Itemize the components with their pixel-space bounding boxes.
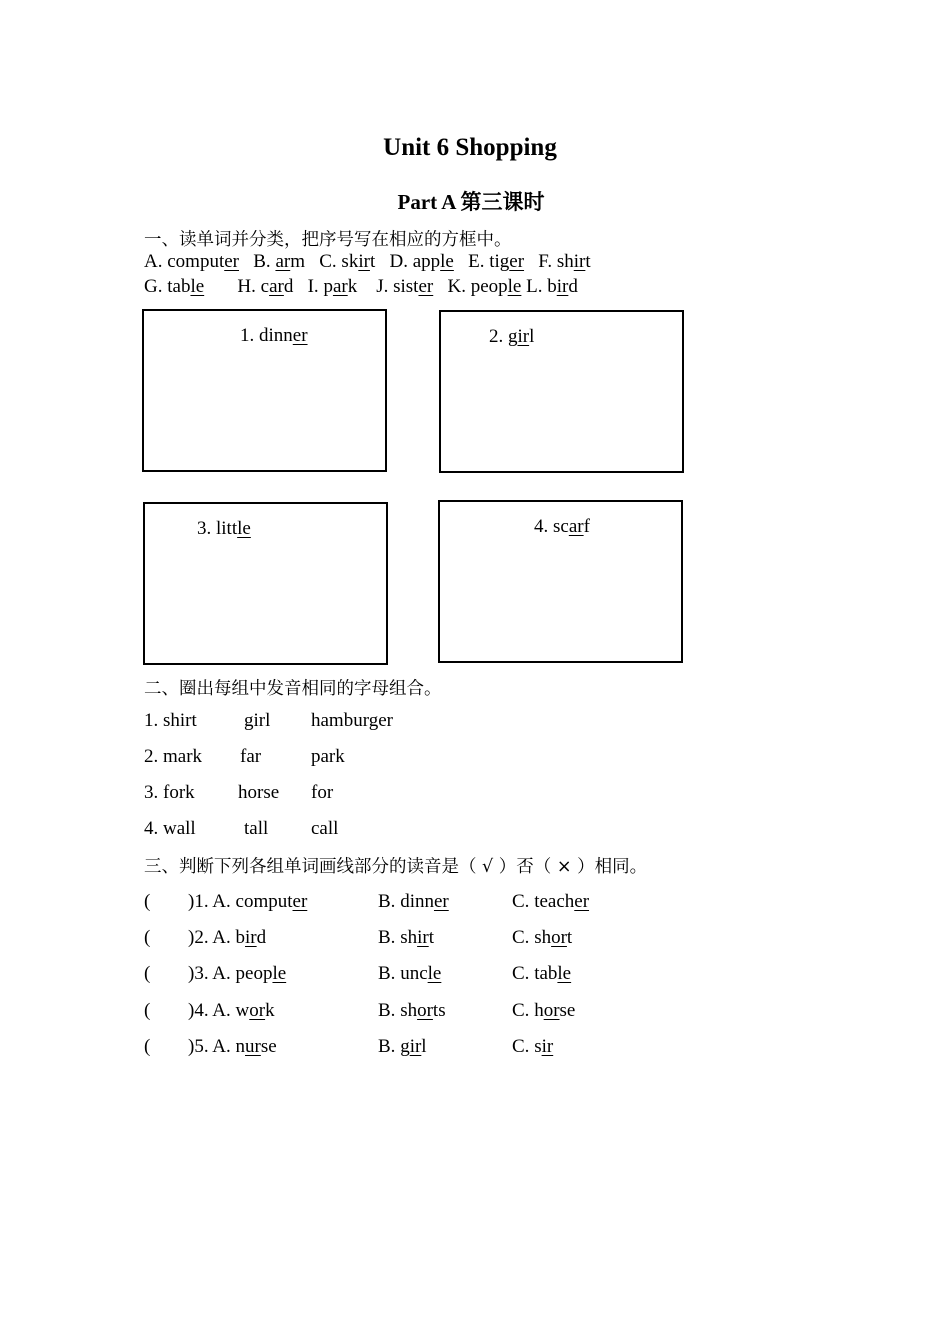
word-option: D. apple — [389, 251, 454, 272]
underlined-letters: le — [507, 276, 522, 297]
category-box-2[interactable] — [439, 310, 684, 473]
word-option: E. tiger — [468, 251, 525, 272]
section3-instruction: 三、判断下列各组单词画线部分的读音是（ √ ）否（ × ）相同。 — [144, 857, 648, 877]
underlined-letters: ir — [358, 251, 370, 272]
word-option-row-1 — [144, 251, 591, 273]
word-option-row-2 — [144, 276, 578, 298]
underlined-letters: er — [224, 251, 239, 272]
underlined-letters: er — [418, 276, 434, 297]
underlined-letters: ir — [573, 251, 586, 272]
word-option: I. park — [307, 276, 358, 297]
word-option: L. bird — [526, 276, 578, 297]
category-box-4[interactable] — [438, 500, 683, 663]
word-option: B. arm — [253, 251, 305, 272]
underlined-letters: ir — [556, 276, 569, 297]
section1-instruction: 一、读单词并分类，把序号写在相应的方框中。 — [144, 230, 512, 250]
answer-blank[interactable]: ( — [144, 963, 151, 984]
word-option: G. table — [144, 276, 205, 297]
word-option: H. card — [237, 276, 294, 297]
underlined-letters: le — [440, 251, 454, 272]
box-label: 2. girl — [489, 326, 535, 347]
category-box-1[interactable] — [142, 309, 387, 472]
answer-blank[interactable]: ( — [144, 1036, 151, 1057]
word-option: K. people — [447, 276, 522, 297]
underlined-letters: ar — [269, 276, 284, 297]
answer-blank[interactable]: ( — [144, 1000, 151, 1021]
word-option: F. shirt — [538, 251, 591, 272]
answer-blank[interactable]: ( — [144, 891, 151, 912]
underlined-letters: le — [190, 276, 205, 297]
box-label: 3. little — [197, 518, 251, 539]
section2-instruction: 二、圈出每组中发音相同的字母组合。 — [144, 679, 442, 699]
underlined-letters: er — [509, 251, 525, 272]
word-option: A. computer — [144, 251, 239, 272]
underlined-letters: ar — [332, 276, 348, 297]
page-subtitle: Part A 第三课时 — [397, 190, 545, 214]
underlined-letters: ar — [275, 251, 291, 272]
word-option: J. sister — [376, 276, 434, 297]
word-option: C. skirt — [319, 251, 376, 272]
box-label: 1. dinner — [240, 325, 308, 346]
category-box-3[interactable] — [143, 502, 388, 665]
answer-blank[interactable]: ( — [144, 927, 151, 948]
box-label: 4. scarf — [534, 516, 590, 537]
page-title: Unit 6 Shopping — [383, 134, 557, 161]
